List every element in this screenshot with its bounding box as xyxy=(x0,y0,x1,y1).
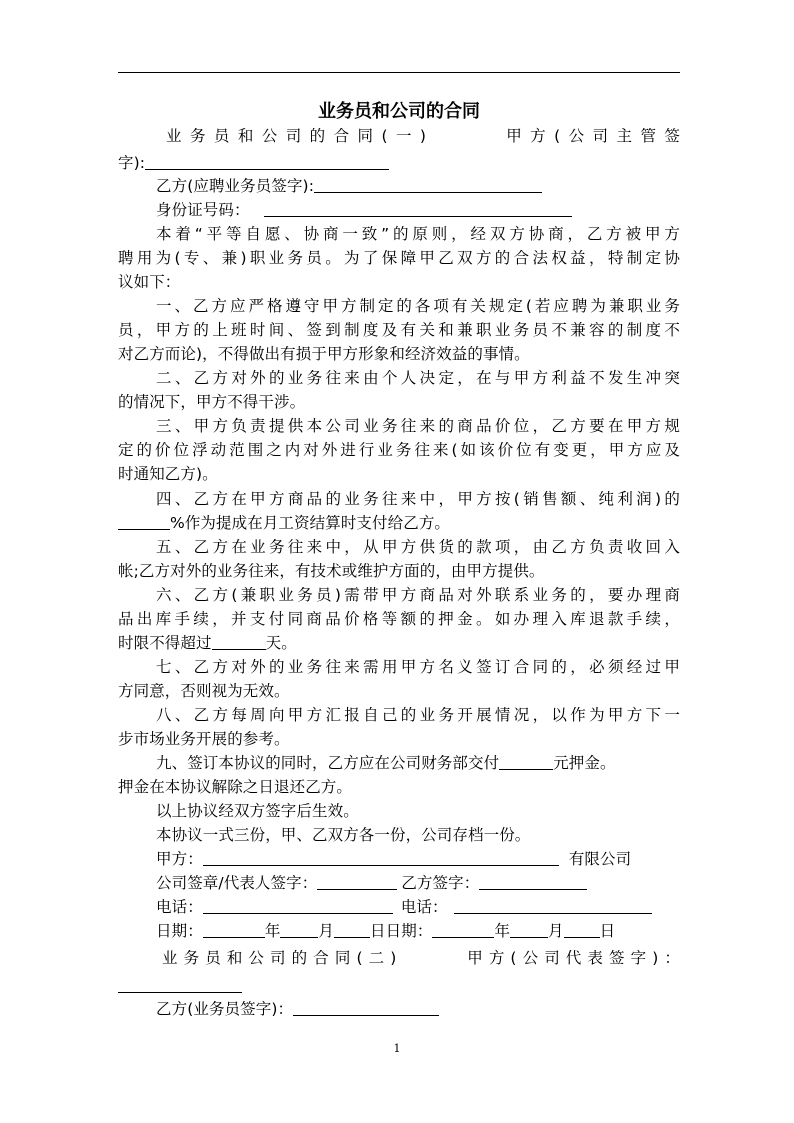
header-rule xyxy=(118,72,680,73)
page-number: 1 xyxy=(393,1042,401,1055)
party-b-month-blank[interactable] xyxy=(510,921,548,938)
clause-2-line: 二、乙方对外的业务往来由个人决定，在与甲方利益不发生冲突 xyxy=(156,369,680,387)
clause-5-line: 帐;乙方对外的业务往来，有技术或维护方面的，由甲方提供。 xyxy=(118,562,545,580)
clause-3-line: 定的价位浮动范围之内对外进行业务往来(如该价位有变更，甲方应及 xyxy=(118,441,680,459)
party-a-company-line: 甲方： 有限公司 xyxy=(156,850,632,868)
clause-3-line: 时通知乙方)。 xyxy=(118,465,218,483)
party-a-signature-blank[interactable] xyxy=(145,153,389,170)
party-b-sign-blank[interactable] xyxy=(479,873,587,890)
party-b-signature-line: 乙方(应聘业务员签字): xyxy=(118,174,718,198)
clause-4-line: %作为提成在月工资结算时支付给乙方。 xyxy=(118,511,680,535)
copies-clause: 本协议一式三份，甲、乙双方各一份，公司存档一份。 xyxy=(156,826,531,844)
clause-1-line: 员，甲方的上班时间、签到制度及有关和兼职业务员不兼容的制度不 xyxy=(118,321,680,339)
party-a-company-blank[interactable] xyxy=(203,849,559,866)
clause-1-line: 对乙方而论)，不得做出有损于甲方形象和经济效益的事情。 xyxy=(118,345,530,363)
phone-line: 电话： 电话： xyxy=(118,895,718,919)
party-a-day-blank[interactable] xyxy=(334,921,370,938)
deposit-amount-blank[interactable] xyxy=(499,753,553,770)
clause-9-line: 押金在本协议解除之日退还乙方。 xyxy=(118,778,353,796)
clause-5-line: 五、乙方在业务往来中，从甲方供货的款项，由乙方负责收回入 xyxy=(156,538,680,556)
party-b-day-blank[interactable] xyxy=(564,921,600,938)
commission-percent-blank[interactable] xyxy=(118,513,170,530)
clause-1-line: 一、乙方应严格遵守甲方制定的各项有关规定(若应聘为兼职业务 xyxy=(156,297,680,315)
effective-clause: 以上协议经双方签字后生效。 xyxy=(156,802,359,820)
clause-7-line: 方同意，否则视为无效。 xyxy=(118,682,290,700)
clause-6-line: 六、乙方(兼职业务员)需带甲方商品对外联系业务的，要办理商 xyxy=(156,586,680,604)
id-number-blank[interactable] xyxy=(264,200,572,217)
contract-two-heading: 业务员和公司的合同(二) 甲方(公司代表签字)： xyxy=(162,949,680,967)
party-b-phone-blank[interactable] xyxy=(454,897,652,914)
party-a-month-blank[interactable] xyxy=(280,921,318,938)
clause-8-line: 八、乙方每周向甲方汇报自己的业务开展情况，以作为甲方下一 xyxy=(156,706,680,724)
date-line: 日期： 年 月 日日期： 年 月 日 xyxy=(156,922,616,940)
party-b-year-blank[interactable] xyxy=(432,921,494,938)
clause-9-line: 九、签订本协议的同时，乙方应在公司财务部交付 元押金。 xyxy=(156,754,616,772)
document-title: 业务员和公司的合同 xyxy=(318,101,480,122)
clause-4-line: 四、乙方在甲方商品的业务往来中，甲方按(销售额、纯利润)的 xyxy=(156,490,680,508)
clause-6-line: 品出库手续，并支付同商品价格等额的押金。如办理入库退款手续， xyxy=(118,610,680,628)
party-b-signature-blank[interactable] xyxy=(314,176,542,193)
signature-line: 公司签章/代表人签字： 乙方签字： xyxy=(118,871,718,895)
paragraph-line: 议如下： xyxy=(118,273,181,291)
paragraph-line: 聘用为(专、兼)职业务员。为了保障甲乙双方的合法权益，特制定协 xyxy=(118,249,680,267)
id-number-line: 身份证号码： xyxy=(118,198,718,222)
clause-6-line: 时限不得超过 天。 xyxy=(118,634,297,652)
clause-2-line: 的情况下，甲方不得干涉。 xyxy=(118,393,306,411)
party-a-phone-blank[interactable] xyxy=(203,897,393,914)
party-a-signature-line: 字): xyxy=(118,151,680,175)
party-a-year-blank[interactable] xyxy=(203,921,265,938)
clause-7-line: 七、乙方对外的业务往来需用甲方名义签订合同的，必须经过甲 xyxy=(156,658,680,676)
clause-3-line: 三、甲方负责提供本公司业务往来的商品价位，乙方要在甲方规 xyxy=(156,417,680,435)
contract-one-heading: 业务员和公司的合同(一) 甲方(公司主管签 xyxy=(166,127,680,145)
refund-days-blank[interactable] xyxy=(212,633,266,650)
party-a-representative-blank[interactable] xyxy=(118,992,242,993)
clause-8-line: 步市场业务开展的参考。 xyxy=(118,730,290,748)
party-b-salesman-signature-line: 乙方(业务员签字)： xyxy=(118,997,718,1021)
salesman-signature-blank[interactable] xyxy=(293,999,439,1016)
company-seal-blank[interactable] xyxy=(317,873,397,890)
paragraph-line: 本着“平等自愿、协商一致”的原则，经双方协商，乙方被甲方 xyxy=(156,225,680,243)
